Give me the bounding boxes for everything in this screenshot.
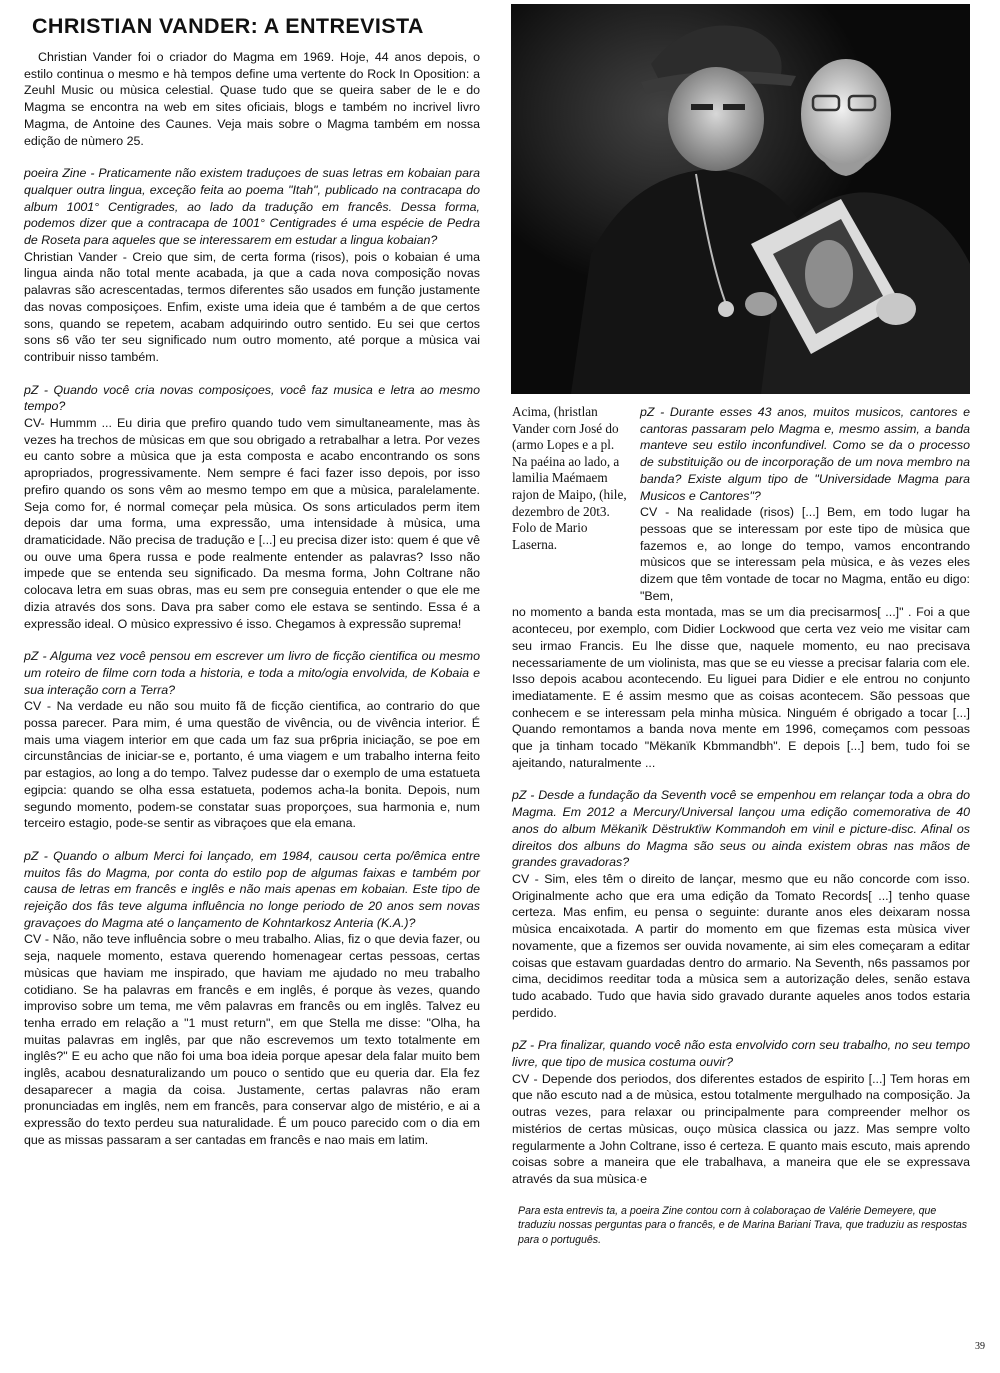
answer-2: CV- Hummm ... Eu diria que prefiro quando tudo vem simultaneamente, mas às vezes ha trechos de mùsicas em que sou obrigado a retrabalhar a letra. Por vezes eu canto sobre a mùsica que ja esta composta e acabo encontrando os sons apropriados, progressivamente. Nem sempre é faci fazer isso depois, por isso prefiro quando os sons vêm ao mesmo tempo em que a mùsica, paralelamente. Seja como for, é normal começar pela mùsica. Os sons articulados perm item depois dar uma forma, uma expressão, uma intensidade à mùsica, uma dramaticidade. Não precisa de tradução e [...] eu precisa dizer isto: quem é que vê ou ouve uma 6pera russa e pode realmente entender as palavras? Isso não impede que se entenda seu significado. Da mesma forma, John Coltrane não colocava letra em suas obras, mas eu sem pre conseguia entender o que ele me dizia através dos sons. Dava pra saber como ele estava se sentindo. Essa é a expressão ideal. O mùsico expressivo é isso. Chegamos à expressão suprema! xyxy=(24,416,480,631)
answer-4: CV - Não, não teve influência sobre o meu trabalho. Alias, fiz o que devia fazer, ou seja, naquele momento, estava querendo homenagear certas pessoas, certas mùsicas que haviam me inspirado, que haviam me ajudado no meu trabalho cotidiano. Se ha palavras em francês e em inglês, é porque às vezes, quando improviso sobre um tema, me vêm palavras em francês ou em inglês. Talvez eu tenha errado em relação a "1 must return", em que Stella me disse: "Olha, ha muitas palavras em inglês, par que não escrevemos um texto totalmente em inglês?" E eu acho que não foi uma boa ideia porque apesar dela falar muito bem inglês, acabou desnaturalizando um pouco o sentido que eu queria dar. Ela fez desaparecer a magia da coisa. Justamente, certas palavras não eram pronunciadas em inglês, nem em francês, para conservar algo de mistério, e ai a expressão do texto perdeu sua naturalidade. É um pouco parecido com o dia em que as missas passaram a ser cantadas em francês e nao mais em latim. xyxy=(24,932,480,1147)
interview-photo xyxy=(511,4,970,394)
page-number: 39 xyxy=(975,1341,985,1352)
credits-note: Para esta entrevis ta, a poeira Zine contou corn à colaboraçao de Valérie Demeyere, que traduziu nossas perguntas para o francês, e de Marina Bariani Trava, que traduziu as respostas para o português. xyxy=(518,1204,968,1246)
answer-3: CV - Na verdade eu não sou muito fã de ficção cientifica, ao contrario do que possa parecer. Para mim, é uma questão de vivência, ou de vivência interior. É mais uma viagem interior em que cada um faz sua pr6pria iniciação, se poe em circunstâncias de iniciar-se e, portanto, é uma viagem e um trabalho interna feito par estagios, ao long a do tempo. Talvez pudesse dar o exemplo de uma estatueta egipcia: quando se olha essa estatueta, podemos acha-la bonita. Depois, num segundo momento, podem-se constatar suas proporçoes, sua harmonia e, num terceiro estagio, pode-se sentir as vibraçoes que ela emana. xyxy=(24,699,480,831)
question-5: pZ - Durante esses 43 anos, muitos musicos, cantores e cantoras passaram pelo Magma e, mesmo assim, a banda manteve seu estilo inconfundivel. Como se da o processo de substituição ou de incorporação de um nova membro na banda? Existe algum tipo de "Universidade Magma para Musicos e Cantores"? xyxy=(640,405,970,503)
question-4: pZ - Quando o album Merci foi lançado, em 1984, causou certa po/êmica entre muitos fâs do Magma, por conta do estilo pop de algumas faixas e também por causa de letras em francês e inglês e não mais apenas em kobaian. Este tipo de rejeição dos fâs teve alguma influência no longe periodo de 20 anos sem novas gravaçoes do Magma até o lançamento de Kohntarkosz Anteria (K.A.)? xyxy=(24,848,480,930)
answer-1: Christian Vander - Creio que sim, de certa forma (risos), pois o kobaian é uma lingua ainda não total mente acabada, ja que a cada nova composição novas palavras são acrescentadas, termos diferentes são usados em função justamente das novas composiçoes. Enfim, existe uma ideia que é também a de que certos sons, quando se repetem, acabam adquirindo outro sentido. Eu sei que certos sons s6 vão ter seu significado num outro momento, até porque a mùsica vai contribuir nisso também. xyxy=(24,249,480,364)
photo-caption: Acima, (hristlan Vander corn José do (armo Lopes e a pl. Na paéina ao lado, a lamilia Maémaem rajon de Maipo, (hile, dezembro de 20t3. Folo de Mario Laserna. xyxy=(512,404,627,552)
question-1: poeira Zine - Praticamente não existem traduçoes de suas letras em kobaian para qualquer outra lingua, exceção feita ao poema "Itah", publicado na contracapa do album 1001° Centigrades, ao lado da tradução em francês. Dessa forma, podemos dizer que a contracapa de 1001° Centigrades é uma espécie de Pedra de Roseta para aqueles que se interessarem em estudar a lingua kobaian? xyxy=(24,166,480,248)
left-column xyxy=(24,14,480,1149)
article-intro: Christian Vander foi o criador do Magma em 1969. Hoje, 44 anos depois, o estilo continua o mesmo e hà tempos define uma vertente do Rock In Oposition: a Zeuhl Music ou mùsica celestial. Quase tudo que se queira saber de le e do Magma se encontra na web em sites oficiais, blogs e também no incrivel livro Magma, de Antoine des Caunes. Veja mais sobre o Magma também em nossa edição de nùmero 25. xyxy=(24,50,480,148)
question-3: pZ - Alguma vez você pensou em escrever um livro de ficção cientifica ou mesmo um roteiro de filme corn toda a historia, e toda a mito/ogia envolvida, de Kobaia e sua interação corn a Terra? xyxy=(24,649,480,697)
question-7: pZ - Pra finalizar, quando você não esta envolvido corn seu trabalho, no seu tempo livre, que tipo de musica costuma ouvir? xyxy=(512,1038,970,1070)
answer-7: CV - Depende dos periodos, dos diferentes estados de espirito [...] Tem horas em que não escuto nad a de mùsica, estou totalmente mergulhado na composição. Ja outras vezes, para relaxar ou principalmente para compreender melhor os mistérios de certas mùsicas, ouço mùsica classica ou jazz. Mas sempre volto regularmente a John Coltrane, isso é certeza. E quanto mais escuto, mais aprendo coisas sobre a maneira que ele trabalhava, a maneira que ele se expressava através da sua mùsica·e xyxy=(512,1071,970,1186)
question-2: pZ - Quando você cria novas composiçoes, você faz musica e letra ao mesmo tempo? xyxy=(24,382,480,414)
answer-5-start: CV - Na realidade (risos) [...] Bem, em todo lugar ha pessoas que se interessam por este tipo de mùsica que fazemos e, ao longe do tempo, vamos encontrando mùsicos que se interessam pela mùsica, e às vezes eles dizem que têm vontade de tocar no Magma, então eu digo: "Bem, xyxy=(640,505,970,603)
answer-6: CV - Sim, eles têm o direito de lançar, mesmo que eu não concorde com isso. Originalmente acho que era uma edição da Tomato Records[ ...] tenho quase certeza. Mas enfim, eu pensa o seguinte: durante anos eles deixaram nossa mùsica encaixotada. A partir do momento em que fizemas esta mùsica viver novamente, que a fizemos ser ouvida novamente, ai sim eles começaram a editar coisas que estavam guardadas dentro do armario. Na Seventh, n6s passamos por cima, decidimos reeditar toda a mùsica sem a autorização deles, senão estava tudo acabado. Tudo que havia sido gravado durante aqueles anos todos estaria perdido. xyxy=(512,871,970,1020)
article-title: CHRISTIAN VANDER: A ENTREVISTA xyxy=(32,14,424,38)
right-column xyxy=(512,404,970,1247)
answer-5-rest: no momento a banda esta montada, mas se um dia precisarmos[ ...]" . Foi a que aconteceu, por exemplo, com Didier Lockwood que certa vez veio me visitar cam seu irmao Francis. Eu lhe disse que, naquele momento, eu nao precisava necessariamente de um violinista, mas que se eu viesse a precisar falaria com ele. Isso depois acabou acontecendo. Eu liguei para Didier e ele entrou no conjunto imediatamente. E é assim mesmo que as coisas acontecem. São pessoas que conhecem e se interessam pela minha mùsica. Ninguém é obrigado a tocar [...] Quando remontamos a banda nova mente em 1996, começamos com pessoas que ja tinham tocado "Mëkanïk Kbmmandbh". E depois [...] bem, tudo foi se ajeitando, naturalmente ... xyxy=(512,605,970,770)
question-6: pZ - Desde a fundação da Seventh você se empenhou em relançar toda a obra do Magma. Em 2012 a Mercury/Universal lançou uma edição comemorativa de 40 anos do album Mëkanïk Dëstruktïw Kommandoh em vinil e picture-disc. Afinal os direitos dos albuns do Magma são seus ou ainda existem obras nas mãos de grandes gravadoras? xyxy=(512,788,970,870)
